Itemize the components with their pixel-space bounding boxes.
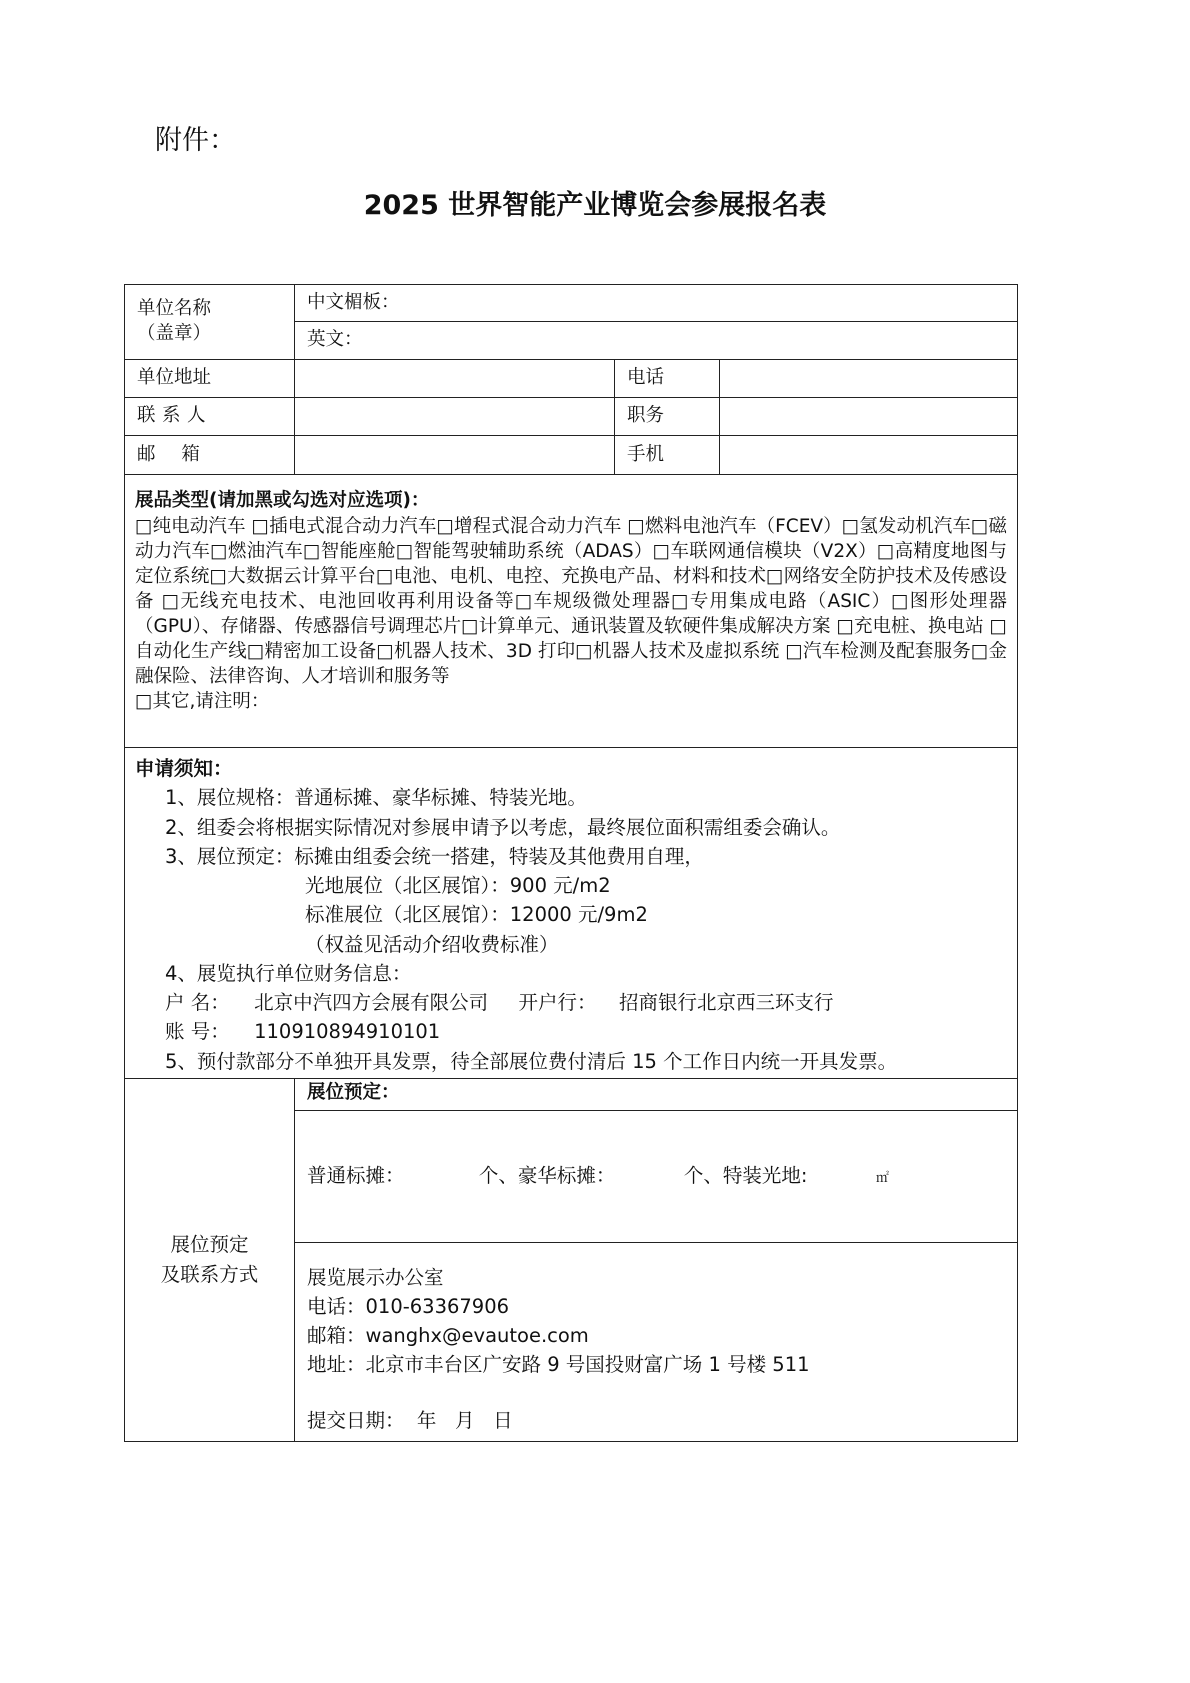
notice-item-1: 1、展位规格：普通标摊、豪华标摊、特装光地。 — [165, 786, 587, 810]
booking-heading: 展位预定： — [295, 1078, 1018, 1110]
job-title-label: 职务 — [615, 398, 720, 436]
raw-space-price: 光地展位（北区展馆）：900 元/m2 — [305, 874, 611, 897]
office-phone: 电话：010-63367906 — [307, 1294, 510, 1318]
office-email: 邮箱：wanghx@evautoe.com — [307, 1324, 589, 1348]
mobile-field[interactable] — [720, 436, 1018, 475]
english-name-label: 英文： — [307, 329, 363, 351]
booking-quantity-field[interactable] — [295, 1110, 1018, 1242]
document-title: 2025 世界智能产业博览会参展报名表 — [363, 190, 827, 221]
deluxe-booth-label: 个、豪华标摊： — [478, 1164, 616, 1188]
standard-booth-label: 普通标摊： — [307, 1164, 405, 1188]
phone-label: 电话 — [615, 360, 720, 398]
contact-person-label: 联系人 — [125, 398, 295, 436]
contact-info-section — [295, 1242, 1018, 1441]
office-name: 展览展示办公室 — [307, 1265, 444, 1289]
product-type-section — [125, 475, 1018, 748]
account-name-row — [135, 988, 1007, 1017]
contact-method-label: 及联系方式 — [160, 1262, 259, 1286]
account-number: 110910894910101 — [254, 1020, 441, 1044]
raw-space-label: 个、特装光地: — [683, 1164, 808, 1188]
account-number-label: 账 号： — [165, 1020, 230, 1044]
booking-contact-label-cell — [125, 1078, 295, 1441]
chinese-name-field[interactable] — [295, 285, 1018, 322]
application-notice-section — [125, 748, 1018, 1079]
unit-name-label: 单位名称 — [137, 298, 212, 320]
notice-item-3: 3、展位预定：标摊由组委会统一搭建，特装及其他费用自理， — [165, 844, 704, 868]
address-field[interactable] — [295, 360, 615, 398]
notice-item-5: 5、预付款部分不单独开具发票，待全部展位费付清后 15 个工作日内统一开具发票。 — [165, 1049, 898, 1073]
unit-name-label-cell — [125, 285, 295, 360]
email-label: 邮箱 — [125, 436, 295, 475]
english-name-field[interactable] — [295, 322, 1018, 360]
mobile-label: 手机 — [615, 436, 720, 475]
standard-booth-price: 标准展位（北区展馆）：12000 元/9m2 — [305, 903, 648, 927]
office-address: 地址：北京市丰台区广安路 9 号国投财富广场 1 号楼 511 — [307, 1353, 810, 1377]
product-type-heading: 展品类型(请加黑或勾选对应选项)： — [135, 490, 430, 511]
registration-form-table — [124, 284, 1018, 1442]
unit-seal-label: （盖章） — [137, 323, 212, 344]
contact-person-field[interactable] — [295, 398, 615, 436]
square-meter-unit: ㎡ — [875, 1171, 889, 1187]
notice-heading: 申请须知： — [135, 757, 233, 780]
account-name: 北京中汽四方会展有限公司 — [254, 991, 489, 1014]
address-label: 单位地址 — [125, 360, 295, 398]
email-field[interactable] — [295, 436, 615, 475]
product-type-options[interactable]: □纯电动汽车 □插电式混合动力汽车□增程式混合动力汽车 □燃料电池汽车（FCEV）□氢发动机汽车□磁动力汽车□燃油汽车□智能座舱□智能驾驶辅助系统（ADAS）□车联网通信模块（V2X）□高精度地图与定位系统□大数据云计算平台□电池、电机、电控、充换电产品、材料和技术□网络安全防护技术及传感设备 □无线充电技术、电池回收再利用设备等□车规级微处理器□专用集成电路（ASIC）□图形处理器（GPU）、存储器、传感器信号调理芯片□计算单元、通讯装置及软硬件集成解决方案 □充电桩、换电站 □自动化生产线□精密加工设备□机器人技术、3D 打印□机器人技术及虚拟系统 □汽车检测及配套服务□金融保险、法律咨询、人才培训和服务等 — [135, 515, 1007, 687]
submit-date[interactable]: 提交日期： 年 月 日 — [307, 1408, 513, 1432]
job-title-field[interactable] — [720, 398, 1018, 436]
attachment-label: 附件： — [155, 125, 236, 156]
phone-field[interactable] — [720, 360, 1018, 398]
notice-item-4: 4、展览执行单位财务信息： — [165, 961, 412, 985]
bank-label: 开户行： — [518, 991, 597, 1014]
account-name-label: 户 名： — [165, 991, 230, 1014]
bank-name: 招商银行北京西三环支行 — [618, 991, 834, 1014]
product-type-other[interactable]: □其它,请注明： — [135, 690, 270, 712]
chinese-name-label: 中文楣板： — [307, 291, 400, 313]
rights-note: （权益见活动介绍收费标准） — [305, 932, 559, 956]
booking-label: 展位预定 — [170, 1232, 249, 1256]
notice-item-2: 2、组委会将根据实际情况对参展申请予以考虑，最终展位面积需组委会确认。 — [165, 815, 841, 839]
account-number-row — [135, 1017, 1007, 1046]
